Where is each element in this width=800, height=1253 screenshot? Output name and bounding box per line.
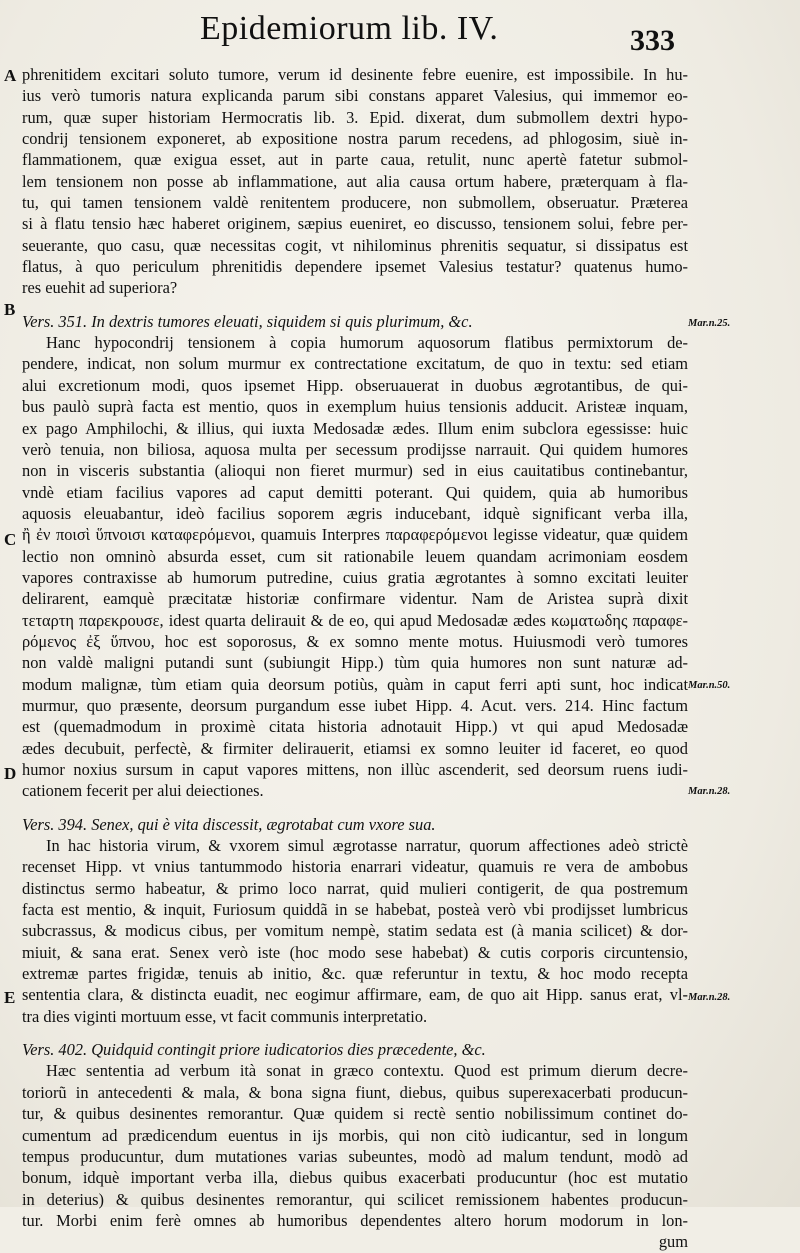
text-line: flammationem, quæ exigua esset, aut in parte caua, retulit, nunc apertè fatetur submol-: [22, 150, 688, 170]
margin-note: Mar.n.25.: [688, 318, 731, 329]
text-line: si à flatu tensio hæc haberet originem, sæpius eueniret, eo discusso, tensionem solui, febre per-: [22, 214, 688, 234]
text-line: Hanc hypocondrij tensionem à copia humorum aquosorum flatibus permixtorum de-: [46, 333, 688, 353]
text-line: tempus producuntur, dum mutationes varias subeuntes, modò ad malum tendunt, modò ad: [22, 1146, 688, 1166]
section-gap: [22, 1027, 688, 1039]
section-gap: [22, 299, 688, 311]
text-line: subcrassus, & modicus cibus, per vomitum nempè, statim sedata est (à mania scilicet) & dor-: [22, 921, 688, 941]
text-line: alui excretionum modi, quos ipsemet Hipp. obseruauerat in duobus ægrotantibus, de qui-: [22, 375, 688, 395]
text-line: tur. Morbi enim ferè omnes ab humoribus dependentes altero horum modorum in lon-: [22, 1210, 688, 1230]
text-line: delirarent, eamquè præcitatæ historiæ confirmare videntur. Nam de Aristea suprà dixit: [22, 589, 688, 609]
text-line: vndè etiam facilius vapores ad caput demitti poterant. Qui quidem, quia ab humoribus: [22, 482, 688, 502]
text-line: phrenitidem excitari soluto tumore, verum id desinente febre euenire, est impossibile. In hu-: [22, 65, 688, 84]
text-line: non valdè maligni putandi sunt (subiungit Hipp.) tùm quia humores non sunt naturæ ad-: [22, 653, 688, 673]
text-line: rum, quæ super historiam Hermocratis lib. 3. Epid. dixerat, dum submollem dextri hypo-: [22, 107, 688, 127]
section-letter-c: C: [4, 530, 17, 549]
text-line: ædes decubuit, perfectè, & firmiter delirauerit, etiamsi ex somno leuiter id faceret, eo quod: [22, 738, 688, 758]
text-line: toriorũ in antecedenti & mala, & bona signa fiunt, diebus, quibus superexacerbati producun-: [22, 1082, 688, 1102]
text-line: tur, & quibus desinentes remorantur. Quæ quidem si rectè sentio nobilissimum continet do-: [22, 1104, 688, 1124]
text-line: in deterius) & quibus desinentes remorantur, qui scilicet remissionem habentes producun-: [22, 1189, 688, 1209]
text-line: est (quemadmodum in proximè citata historia adnotauit Hipp.) vt qui apud Medosadæ: [22, 717, 688, 737]
running-head: Epidemiorum lib. IV.: [200, 10, 499, 47]
text-line: humor noxius sursum in caput vapores mittens, non illùc ascenderit, sed deorsum ruens iudi-: [22, 760, 688, 779]
text-line: lem tensionem non posse ab inflammatione, aut alia causa ortum habere, præterquam à fla-: [22, 171, 688, 191]
margin-note: Mar.n.28.: [688, 786, 731, 797]
text-line: ρόμενος ἐξ ὕπνου, hoc est soporosus, & ex somno mente motus. Huiusmodi verò tumores: [22, 631, 688, 651]
main-text: [22, 64, 688, 1253]
text-line: ex pago Amphilochi, & illius, qui iuxta Medosadæ ædes. Illum enim subclora egessisse: huic: [22, 418, 688, 438]
page-number: 333: [630, 24, 675, 57]
text-line: recenset Hipp. vt vnius tantummodo historia enarrari videatur, quamuis re vera de ambobus: [22, 857, 688, 877]
text-line: condrij tensionem exponeret, ab expositione nostra parum recedens, ad phlogosim, siuè in-: [22, 129, 688, 149]
text-line: bus paulò suprà facta est mentio, quos in exemplum huius tensionis adducit. Aristeæ inquam,: [22, 397, 688, 417]
text-line: Hæc sententia ad verbum ità sonat in græco contextu. Quod est primum dierum decre-: [46, 1061, 688, 1081]
section-gap: [22, 802, 688, 814]
text-line: res euehit ad superiora?: [22, 278, 178, 298]
margin-note: Mar.n.50.: [688, 680, 731, 691]
text-line: facta est mentio, & inquit, Furiosum quiddã in se habebat, posteà verò vbi prodijsset lumbricus: [22, 900, 688, 920]
section-letter-b: B: [4, 300, 16, 319]
text-line: ἢ ἐν ποισὶ ὕπνοισι καταφερόμενοι, quamuis Interpres παραφερόμενοι legisse videatur, quæ quidem: [22, 525, 688, 545]
text-line: miuit, & sana erat. Senex verò iste (hoc modo sese habebat) & cutis corporis circuntensio,: [22, 942, 688, 962]
section-letter-e: E: [4, 988, 16, 1007]
verse-heading: Vers. 351. In dextris tumores eleuati, siquidem si quis plurimum, &c.: [22, 311, 473, 331]
verse-heading: Vers. 394. Senex, qui è vita discessit, ægrotabat cum vxore sua.: [22, 814, 436, 834]
text-line: non in visceris substantia (alioqui non fieret murmur) sed in eius cauitatibus continebantur,: [22, 461, 688, 481]
text-line: lectio non omninò absurda esset, cum sit rationabile leuem quandam acrimoniam eosdem: [22, 546, 688, 566]
text-line: In hac historia virum, & vxorem simul ægrotasse narratur, quorum affectiones adeò strictè: [46, 836, 688, 856]
text-line: ius verò tumoris natura explicanda parum sibi constans apparet Valesius, qui immemor eo-: [22, 86, 688, 106]
text-line: pendere, indicat, non solum murmur ex contrectatione excitatum, de quo in textu: sed etiam: [22, 354, 688, 374]
text-line: bonum, idquè important verba illa, diebus quibus exacerbati producuntur (hoc est mutatio: [22, 1168, 688, 1188]
text-line: sententia clara, & distincta euadit, nec eogimur affirmare, eam, de quo ait Hipp. sanus erat, vl-: [22, 985, 688, 1005]
text-line: flatus, à quo periculum phrenitidis dependere ipsemet Valesius testatur? quatenus humo-: [22, 257, 688, 277]
text-line: distinctus sermo habeatur, & primo loco narrat, quid mulieri contigerit, de qua postremum: [22, 878, 688, 898]
text-line: tu, qui tamen tensionem valdè renitentem producere, non submollem, obseruatur. Præterea: [22, 193, 688, 213]
text-line: modum malignæ, tùm etiam quia deorsum potiùs, quàm in caput ferri apti sunt, hoc indicat: [22, 674, 688, 694]
text-line: seuerante, quo casu, quæ necessitas cogit, vt nihilominus phrenitis sequatur, si dissipatus est: [22, 235, 688, 255]
text-line: cumentum ad prædicendum euentus in ijs morbis, qui non citò iudicantur, sed in longum: [22, 1125, 688, 1145]
text-line: tra dies viginti mortuum esse, vt facit communis interpretatio.: [22, 1006, 428, 1026]
text-line: cationem fecerit per alui deiectiones.: [22, 781, 264, 801]
text-line: aquosis eleuabantur, ideò facilius soporem ægris inducebant, idquè significant verba illa,: [22, 503, 688, 523]
text-line: vapores contraxisse ab humorum putredine, cuius gratia ægrotantes à somno excitati leuiter: [22, 567, 688, 587]
verse-heading: Vers. 402. Quidquid contingit priore iudicatorios dies præcedente, &c.: [22, 1040, 486, 1060]
section-letter-d: D: [4, 764, 17, 783]
catchword: gum: [658, 1232, 688, 1252]
margin-note: Mar.n.28.: [688, 992, 731, 1003]
text-line: murmur, quo præsente, deorsum purgandum esse iubet Hipp. 4. Acut. vers. 214. Hinc factum: [22, 695, 688, 715]
section-letter-a: A: [4, 66, 17, 85]
text-line: τεταρτη παρεκρουσε, idest quarta delirauit & de eo, qui apud Medosadæ ædes κωματωδης παραφε-: [22, 610, 688, 630]
text-line: extremæ partes frigidæ, tenuis ab initio, &c. quæ referuntur in textu, & hoc modo recepta: [22, 964, 688, 984]
text-line: verò tenuia, non biliosa, aquosa multa per secessum prodijsse narrauit. Qui quidem humores: [22, 439, 688, 459]
